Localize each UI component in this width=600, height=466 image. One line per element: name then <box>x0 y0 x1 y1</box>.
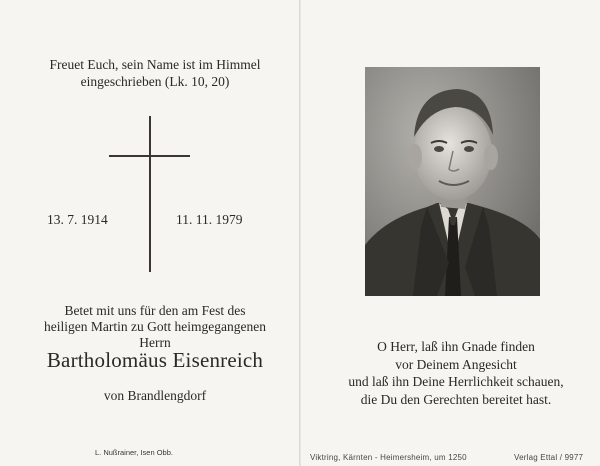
left-panel <box>0 0 299 466</box>
motto-line: eingeschrieben (Lk. 10, 20) <box>80 74 230 89</box>
death-date: 11. 11. 1979 <box>176 212 243 227</box>
origin: von Brandlengdorf <box>103 388 207 403</box>
prayer-line: Herrn <box>139 335 171 350</box>
motto <box>20 56 290 90</box>
cross-icon-bar <box>109 155 190 157</box>
prayer-line: Betet mit uns für den am Fest des <box>64 303 246 318</box>
imprint: Viktring, Kärnten - Heimersheim, um 1250 <box>310 453 467 462</box>
printer-credit: L. Nußrainer, Isen Obb. <box>95 448 173 457</box>
publisher-credit: Verlag Ettal / 9977 <box>514 453 584 462</box>
prayer-line: heiligen Martin zu Gott heimgegangenen <box>44 319 266 334</box>
portrait-photo <box>365 67 540 296</box>
birth-date: 13. 7. 1914 <box>47 212 108 227</box>
cross-icon <box>149 116 151 272</box>
right-panel <box>301 0 600 466</box>
verse-line: vor Deinem Angesicht <box>395 356 517 372</box>
verse-line: die Du den Gerechten bereitet hast. <box>360 391 552 407</box>
verse-line: O Herr, laß ihn Gnade finden <box>377 339 535 354</box>
motto-line: Freuet Euch, sein Name ist im Himmel <box>49 57 261 72</box>
verse-text <box>316 338 596 408</box>
deceased-name: Bartholomäus Eisenreich <box>46 348 264 372</box>
verse-line: und laß ihn Deine Herrlichkeit schauen, <box>348 374 564 389</box>
prayer-text <box>20 303 290 351</box>
portrait-illustration <box>365 67 540 296</box>
